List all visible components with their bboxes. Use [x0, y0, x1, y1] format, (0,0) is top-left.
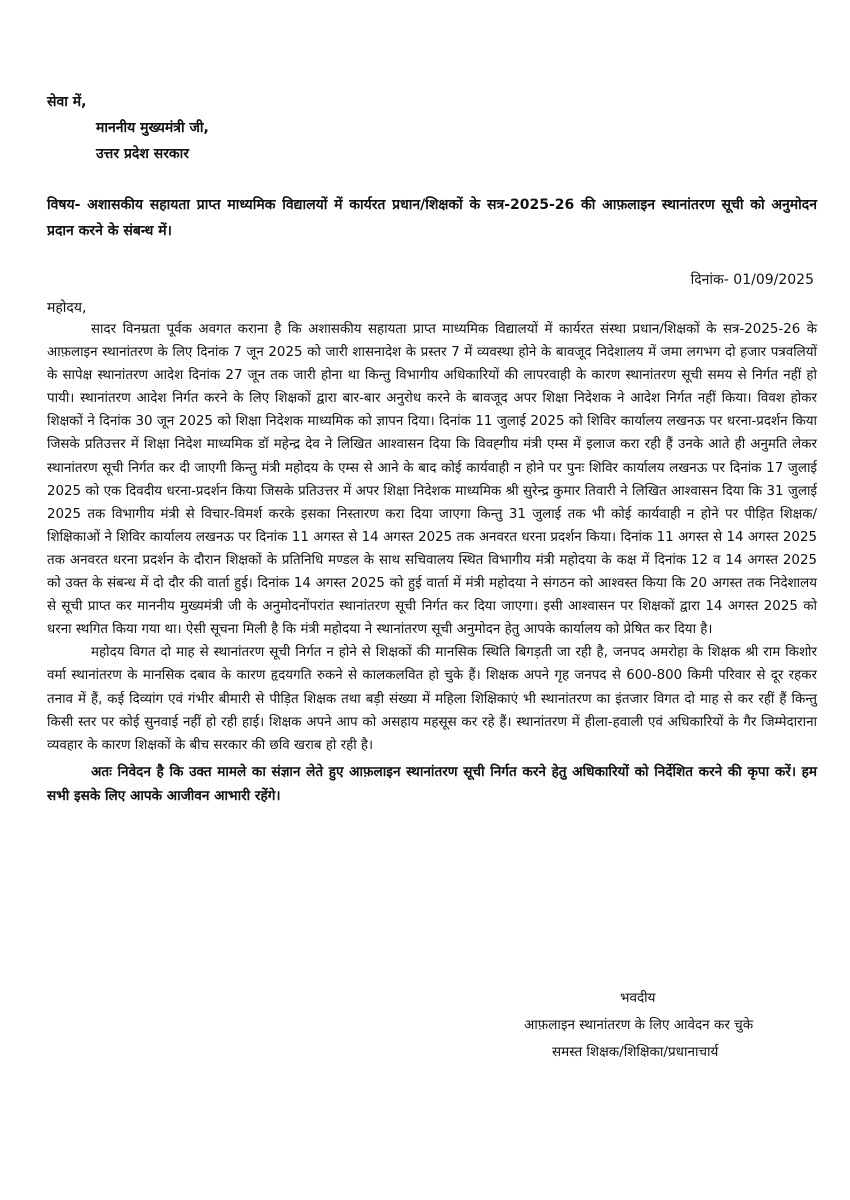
subject-line: विषय- अशासकीय सहायता प्राप्त माध्यमिक विद्यालयों में कार्यरत प्रधान/शिक्षकों के सत्र-2025-26 की आफ़लाइन स्थानांतरण सूची को अनुमोदन प्रदान करने के संबन्ध में। — [47, 197, 817, 239]
request-paragraph: अतः निवेदन है कि उक्त मामले का संज्ञान लेते हुए आफ़लाइन स्थानांतरण सूची निर्गत करने हेतु अधिकारियों को निर्देशित करने की कृपा करें। हम सभी इसके लिए आपके आजीवन आभारी रहेंगे। — [47, 763, 817, 804]
signature-line-2: आफ़लाइन स्थानांतरण के लिए आवेदन कर चुके — [524, 1017, 754, 1033]
salutation: महोदय, — [47, 300, 87, 316]
body-paragraph-2: महोदय विगत दो माह से स्थानांतरण सूची निर्गत न होने से शिक्षकों की मानसिक स्थिति बिगड़ती जा रही है, जनपद अमरोहा के शिक्षक श्री राम किशोर वर्मा स्थानांतरण के मानसिक दबाव के कारण हृदयगति रुकने से कालकलवित हो चुके हैं। शिक्षक अपने गृह जनपद से 600-800 किमी परिवार से दूर रहकर तनाव में हैं, कई दिव्यांग एवं गंभीर बीमारी से पीड़ित शिक्षक तथा बड़ी संख्या में महिला शिक्षिकाएं भी स्थानांतरण का इंतजार विगत दो माह से कर रहीं हैं किन्तु किसी स्तर पर कोई सुनवाई नहीं हो रही हाई। शिक्षक अपने आप को असहाय महसूस कर रहे हैं। स्थानांतरण में हीला-हवाली एवं अधिकारियों के गैर जिम्मेदाराना व्यवहार के कारण शिक्षकों के बीच सरकार की छवि खराब हो रही है। — [47, 645, 817, 753]
body-paragraph-1: सादर विनम्रता पूर्वक अवगत कराना है कि अशासकीय सहायता प्राप्त माध्यमिक विद्यालयों में कार्यरत संस्था प्रधान/शिक्षकों के सत्र-2025-26 के आफ़लाइन स्थानांतरण के लिए दिनांक 7 जून 2025 को जारी शासनादेश के प्रस्तर 7 में व्यवस्था होने के बावजूद निदेशालय में जमा लगभग दो हजार पत्रवलियों के सापेक्ष स्थानांतरण आदेश दिनांक 27 जून तक जारी होना था किन्तु विभागीय अधिकारियों की लापरवाही के कारण स्थानांतरण सूची समय से निर्गत नहीं हो पायी। स्थानांतरण आदेश निर्गत करने के लिए शिक्षकों द्वारा बार-बार अनुरोध करने के बावजूद अपर शिक्षा निदेशक ने आदेश निर्गत नहीं किया। विवश होकर शिक्षकों ने दिनांक 30 जून 2025 को शिक्षा निदेशक माध्यमिक को ज्ञापन दिया। दिनांक 11 जुलाई 2025 को शिविर कार्यालय लखनऊ पर धरना-प्रदर्शन किया जिसके प्रतिउत्तर में शिक्षा निदेश माध्यमिक डॉ महेन्द्र देव ने लिखित आश्वासन दिया कि विवह्गीय मंत्री एम्स में इलाज करा रही हैं उनके आते ही अनुमति लेकर स्थानांतरण सूची निर्गत कर दी जाएगी किन्तु मंत्री महोदय के एम्स से आने के बाद कोई कार्यवाही न होने पर पुनः शिविर कार्यालय लखनऊ पर दिनांक 17 जुलाई 2025 को एक दिवदीय धरना-प्रदर्शन किया जिसके प्रतिउत्तर में अपर शिक्षा निदेशक माध्यमिक श्री सुरेन्द्र कुमार तिवारी ने लिखित आश्वासन दिया कि 31 जुलाई 2025 तक विभागीय मंत्री से विचार-विमर्श करके इसका निस्तारण करा दिया जाएगा किन्तु 31 जुलाई तक भी कोई कार्यवाही न होने पर पीड़ित शिक्षक/शिक्षिकाओं ने शिविर कार्यालय लखनऊ पर दिनांक 11 अगस्त से 14 अगस्त 2025 तक अनवरत धरना प्रदर्शन किया। दिनांक 11 अगस्त से 14 अगस्त 2025 तक अनवरत धरना प्रदर्शन के दौरान शिक्षकों के प्रतिनिधि मण्डल के साथ सचिवालय स्थित विभागीय मंत्री महोदया के कक्ष में दिनांक 12 व 14 अगस्त 2025 को उक्त के संबन्ध में दो दौर की वार्ता हुई। दिनांक 14 अगस्त 2025 को हुई वार्ता में मंत्री महोदया ने संगठन को आश्वस्त किया कि 20 अगस्त तक निदेशालय से सूची प्राप्त कर माननीय मुख्यमंत्री जी के अनुमोदनोंपरांत स्थानांतरण सूची निर्गत कर दिया जाएगा। इसी आश्वासन पर शिक्षकों द्वारा 14 अगस्त 2025 को धरना स्थगित किया गया था। ऐसी सूचना मिली है कि मंत्री महोदया ने स्थानांतरण सूची अनुमोदन हेतु आपके कार्यालय को प्रेषित कर दिया है। — [47, 322, 817, 638]
letter-date: दिनांक- 01/09/2025 — [690, 272, 814, 288]
address-line-1: सेवा में, — [47, 94, 87, 110]
signature-closing: भवदीय — [620, 990, 656, 1006]
address-line-3: उत्तर प्रदेश सरकार — [96, 146, 190, 162]
letter-body — [47, 318, 817, 808]
signature-line-3: समस्त शिक्षक/शिक्षिका/प्रधानाचार्य — [552, 1044, 719, 1060]
address-line-2: माननीय मुख्यमंत्री जी, — [96, 120, 209, 136]
